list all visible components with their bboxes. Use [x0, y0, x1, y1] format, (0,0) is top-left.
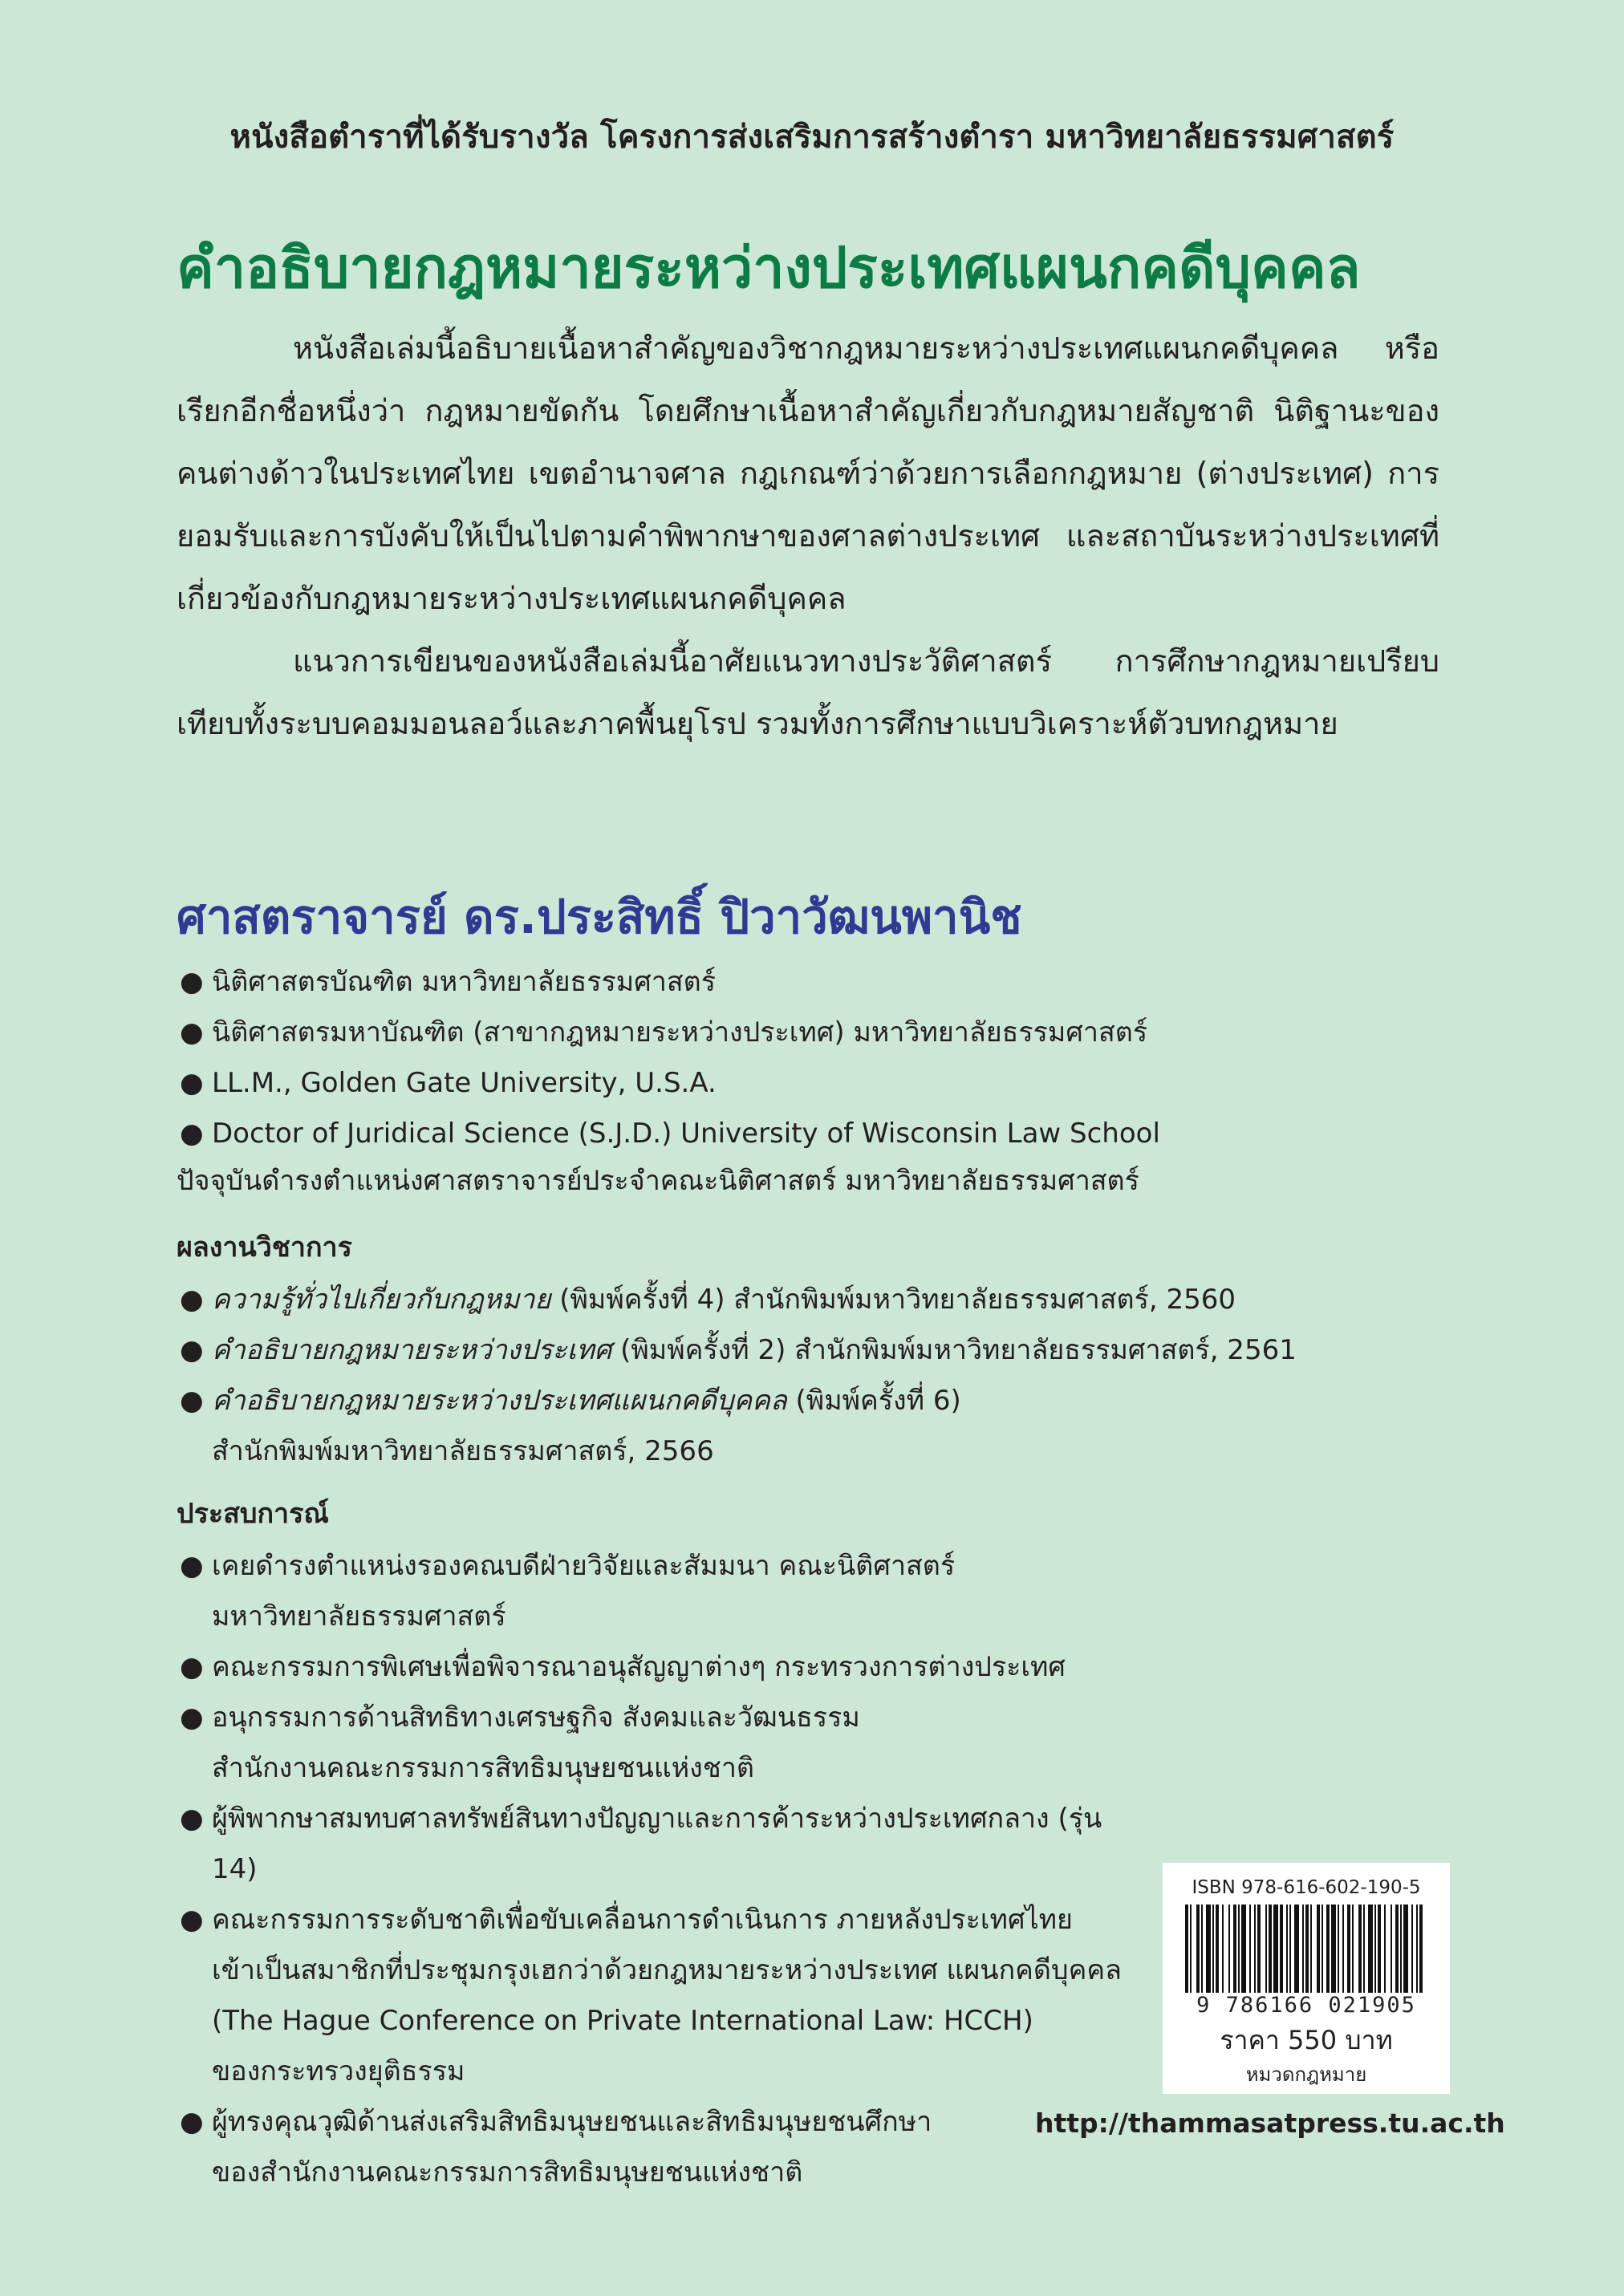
barcode-bar	[1289, 1905, 1291, 1993]
qualification-text: นิติศาสตรบัณฑิต มหาวิทยาลัยธรรมศาสตร์	[212, 966, 716, 998]
barcode-bar	[1411, 1905, 1413, 1993]
barcode-bar	[1269, 1905, 1272, 1993]
barcode-bar	[1317, 1905, 1320, 1993]
qualification-text: นิติศาสตรมหาบัณฑิต (สาขากฎหมายระหว่างประเทศ) มหาวิทยาลัยธรรมศาสตร์	[212, 1016, 1148, 1049]
barcode-icon	[1182, 1905, 1431, 1993]
barcode-bar	[1238, 1905, 1240, 1993]
experience-line: เคยดำรงตำแหน่งรองคณบดีฝ่ายวิจัยและสัมมนา คณะนิติศาสตร์	[212, 1550, 956, 1582]
experience-line: มหาวิทยาลัยธรรมศาสตร์	[212, 1600, 506, 1633]
experience-line: ของสำนักงานคณะกรรมการสิทธิมนุษยชนแห่งชาติ	[212, 2156, 803, 2189]
list-item	[177, 957, 1476, 1008]
experience-line: เข้าเป็นสมาชิกที่ประชุมกรุงเฮกว่าด้วยกฎหมายระหว่างประเทศ แผนกคดีบุคคล	[212, 1954, 1122, 1986]
experience-line: คณะกรรมการพิเศษเพื่อพิจารณาอนุสัญญาต่างๆ กระทรวงการต่างประเทศ	[212, 1651, 1066, 1683]
experience-line: ผู้ทรงคุณวุฒิด้านส่งเสริมสิทธิมนุษยชนและสิทธิมนุษยชนศึกษา	[212, 2106, 932, 2138]
experience-list	[177, 1541, 1155, 2198]
barcode-bar	[1368, 1905, 1373, 1993]
qualification-list	[177, 957, 1476, 1159]
work-detail: (พิมพ์ครั้งที่ 2) สำนักพิมพ์มหาวิทยาลัยธรรมศาสตร์, 2561	[611, 1334, 1297, 1366]
barcode-digits: 9 786166 021905	[1196, 1993, 1416, 2018]
barcode-bar	[1233, 1905, 1236, 1993]
experience-line: อนุกรรมการด้านสิทธิทางเศรษฐกิจ สังคมและวัฒนธรรม	[212, 1702, 860, 1734]
bullet-icon: ●	[180, 1904, 204, 1936]
barcode-bar	[1222, 1905, 1224, 1993]
qualification-text: Doctor of Juridical Science (S.J.D.) University of Wisconsin Law School	[212, 1118, 1160, 1150]
bullet-icon: ●	[180, 1067, 204, 1099]
barcode-bar	[1384, 1905, 1386, 1993]
list-item	[177, 1541, 1155, 1642]
barcode-bar	[1310, 1905, 1312, 1993]
isbn-text: ISBN 978-616-602-190-5	[1192, 1877, 1421, 1898]
barcode-bar	[1378, 1905, 1381, 1993]
barcode-bar	[1185, 1905, 1188, 1993]
barcode-bar	[1249, 1905, 1251, 1993]
work-title: คำอธิบายกฎหมายระหว่างประเทศ	[212, 1334, 612, 1366]
barcode-bar	[1273, 1905, 1278, 1993]
category-label: หมวดกฎหมาย	[1245, 2063, 1367, 2086]
list-item	[177, 1376, 1476, 1477]
barcode-bar	[1403, 1905, 1408, 1993]
work-detail: (พิมพ์ครั้งที่ 6)	[786, 1385, 961, 1417]
publisher-url[interactable]: http://thammasatpress.tu.ac.th	[1035, 2107, 1505, 2139]
barcode-bar	[1212, 1905, 1214, 1993]
barcode-bar	[1190, 1905, 1192, 1993]
barcode-bar	[1201, 1905, 1203, 1993]
book-description	[177, 317, 1439, 755]
current-position: ปัจจุบันดำรงตำแหน่งศาสตราจารย์ประจำคณะนิติศาสตร์ มหาวิทยาลัยธรรมศาสตร์	[177, 1165, 1139, 1197]
barcode-bar	[1391, 1905, 1392, 1993]
experience-line: (The Hague Conference on Private International Law: HCCH)	[212, 2005, 1033, 2037]
experience-line: ของกระทรวงยุติธรรม	[212, 2055, 465, 2087]
bullet-icon: ●	[180, 1284, 204, 1316]
bullet-icon: ●	[180, 1651, 204, 1683]
list-item	[177, 1058, 1476, 1109]
barcode-bar	[1342, 1905, 1344, 1993]
barcode-bar	[1419, 1905, 1423, 1993]
list-item	[177, 1693, 1155, 1794]
barcode-bar	[1347, 1905, 1350, 1993]
barcode-bar	[1363, 1905, 1365, 1993]
description-paragraph: หนังสือเล่มนี้อธิบายเนื้อหาสำคัญของวิชากฎหมายระหว่างประเทศแผนกคดีบุคคล หรือเรียกอีกชื่อหนึ่งว่า กฎหมายขัดกัน โดยศึกษาเนื้อหาสำคัญเกี่ยวกับกฎหมายสัญชาติ นิติฐานะของคนต่างด้าวในประเทศไทย เขตอำนาจศาล กฎเกณฑ์ว่าด้วยการเลือกกฎหมาย (ต่างประเทศ) การยอมรับและการบังคับให้เป็นไปตามคำพิพากษาของศาลต่างประเทศ และสถาบันระหว่างประเทศที่เกี่ยวข้องกับกฎหมายระหว่างประเทศแผนกคดีบุคคล	[177, 331, 1439, 616]
list-item	[177, 1794, 1155, 1895]
price-label: ราคา 550 บาท	[1220, 2025, 1393, 2055]
experience-heading: ประสบการณ์	[177, 1498, 329, 1530]
barcode-bar	[1228, 1905, 1230, 1993]
barcode-bar	[1400, 1905, 1402, 1993]
qualification-text: LL.M., Golden Gate University, U.S.A.	[212, 1067, 717, 1099]
barcode-bar	[1265, 1905, 1267, 1993]
barcode-bar	[1206, 1905, 1211, 1993]
bullet-icon: ●	[180, 1385, 204, 1417]
bullet-icon: ●	[180, 1016, 204, 1049]
list-item	[177, 1109, 1476, 1159]
list-item	[177, 1895, 1155, 2097]
list-item	[177, 1008, 1476, 1058]
bullet-icon: ●	[180, 1118, 204, 1150]
barcode-bar	[1294, 1905, 1299, 1993]
isbn-barcode-panel	[1163, 1863, 1450, 2094]
barcode-bar	[1254, 1905, 1256, 1993]
list-item	[177, 1325, 1476, 1376]
works-list	[177, 1275, 1476, 1477]
barcode-bar	[1280, 1905, 1283, 1993]
list-item	[177, 1275, 1476, 1325]
experience-line: สำนักงานคณะกรรมการสิทธิมนุษยชนแห่งชาติ	[212, 1752, 755, 1784]
barcode-bar	[1305, 1905, 1309, 1993]
barcode-bar	[1416, 1905, 1418, 1993]
barcode-bar	[1196, 1905, 1200, 1993]
barcode-bar	[1352, 1905, 1354, 1993]
barcode-bar	[1338, 1905, 1339, 1993]
author-name: ศาสตราจารย์ ดร.ประสิทธิ์ ปิวาวัฒนพานิช	[177, 890, 1022, 944]
description-paragraph: แนวการเขียนของหนังสือเล่มนี้อาศัยแนวทางประวัติศาสตร์ การศึกษากฎหมายเปรียบเทียบทั้งระบบคอมมอนลอว์และภาคพื้นยุโรป รวมทั้งการศึกษาแบบวิเคราะห์ตัวบทกฎหมาย	[177, 643, 1439, 741]
bullet-icon: ●	[180, 1702, 204, 1734]
experience-line: ผู้พิพากษาสมทบศาลทรัพย์สินทางปัญญาและการค้าระหว่างประเทศกลาง (รุ่น 14)	[212, 1803, 1102, 1885]
bullet-icon: ●	[180, 966, 204, 998]
works-heading: ผลงานวิชาการ	[177, 1231, 352, 1264]
work-detail: (พิมพ์ครั้งที่ 4) สำนักพิมพ์มหาวิทยาลัยธรรมศาสตร์, 2560	[550, 1284, 1236, 1316]
barcode-bar	[1241, 1905, 1246, 1993]
barcode-bar	[1326, 1905, 1330, 1993]
experience-line: คณะกรรมการระดับชาติเพื่อขับเคลื่อนการดำเนินการ ภายหลังประเทศไทย	[212, 1904, 1073, 1936]
barcode-bar	[1322, 1905, 1323, 1993]
barcode-bar	[1216, 1905, 1219, 1993]
work-detail-line2: สำนักพิมพ์มหาวิทยาลัยธรรมศาสตร์, 2566	[212, 1435, 714, 1467]
barcode-bar	[1257, 1905, 1261, 1993]
work-title: ความรู้ทั่วไปเกี่ยวกับกฎหมาย	[212, 1284, 551, 1316]
bullet-icon: ●	[180, 1550, 204, 1582]
barcode-bar	[1358, 1905, 1362, 1993]
award-line: หนังสือตำราที่ได้รับรางวัล โครงการส่งเสริมการสร้างตำรา มหาวิทยาลัยธรรมศาสตร์	[229, 119, 1395, 156]
book-title: คำอธิบายกฎหมายระหว่างประเทศแผนกคดีบุคคล	[177, 235, 1361, 301]
bullet-icon: ●	[180, 1334, 204, 1366]
barcode-bar	[1374, 1905, 1376, 1993]
bullet-icon: ●	[180, 1803, 204, 1835]
list-item	[177, 1642, 1155, 1693]
list-item	[177, 2097, 1155, 2198]
work-title: คำอธิบายกฎหมายระหว่างประเทศแผนกคดีบุคคล	[212, 1385, 787, 1417]
barcode-bar	[1395, 1905, 1399, 1993]
bullet-icon: ●	[180, 2106, 204, 2138]
barcode-bar	[1331, 1905, 1336, 1993]
barcode-bar	[1286, 1905, 1288, 1993]
barcode-bar	[1302, 1905, 1304, 1993]
